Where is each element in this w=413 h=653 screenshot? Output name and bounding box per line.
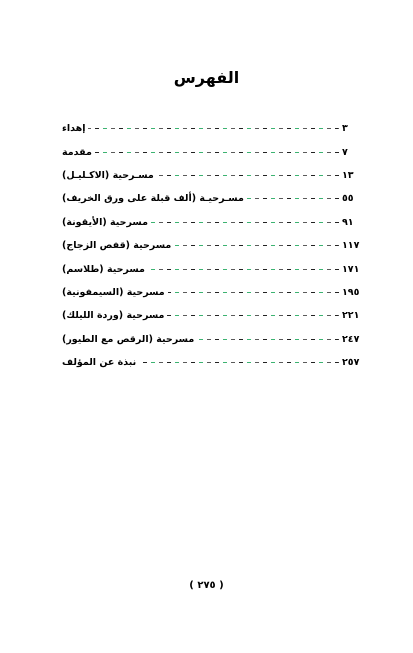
dotted-leader [88, 124, 339, 134]
toc-entry-title: مقدمة [62, 146, 92, 158]
toc-entry-page: ٥٥ [342, 193, 354, 205]
toc-entry[interactable] [58, 164, 368, 187]
toc-entry-title: نبذة عن المؤلف [62, 357, 137, 369]
dotted-leader [151, 217, 339, 227]
toc-entry-page: ٣ [342, 123, 348, 135]
toc-entry[interactable] [58, 328, 368, 351]
toc-entry-page: ١١٧ [342, 240, 360, 252]
dotted-leader [95, 147, 339, 157]
dotted-leader [139, 358, 339, 368]
toc-entry-page: ١٩٥ [342, 286, 360, 298]
toc-entry-title: مسرحية (الرقص مع الطيور) [62, 333, 195, 345]
toc-entry[interactable] [58, 304, 368, 327]
toc-entry-page: ٢٥٧ [342, 357, 360, 369]
page-number: ( ٢٧٥ ) [189, 580, 224, 591]
toc-entry-title: مسرحية (طلاسم) [62, 263, 145, 275]
toc-entry[interactable] [58, 140, 368, 163]
dotted-leader [174, 241, 339, 251]
toc-entry[interactable] [58, 117, 368, 140]
toc-entry-page: ٧ [342, 146, 348, 158]
dotted-leader [148, 264, 339, 274]
toc-entry[interactable] [58, 211, 368, 234]
toc-entry-title: مسرحية (قفص الزجاج) [62, 240, 172, 252]
toc-entry[interactable] [58, 257, 368, 280]
toc-entry-title: مسرحية (وردة الليلك) [62, 310, 165, 322]
toc-entry-page: ١٧١ [342, 263, 360, 275]
dotted-leader [197, 334, 339, 344]
dotted-leader [157, 170, 339, 180]
table-of-contents [58, 117, 368, 374]
toc-entry-title: مسـرحية (الاكـليـل) [62, 169, 154, 181]
toc-entry-title: مسرحية (السيمفونية) [62, 286, 165, 298]
dotted-leader [167, 311, 339, 321]
toc-entry-title: مسرحية (الأيقونة) [62, 216, 148, 228]
toc-entry[interactable] [58, 351, 368, 374]
toc-entry[interactable] [58, 281, 368, 304]
dotted-leader [247, 194, 339, 204]
toc-entry-page: ٢٤٧ [342, 333, 360, 345]
toc-entry-page: ١٣ [342, 169, 354, 181]
page-title: الفهرس [173, 68, 240, 87]
toc-entry[interactable] [58, 187, 368, 210]
dotted-leader [168, 287, 339, 297]
toc-entry-page: ٢٢١ [342, 310, 360, 322]
toc-entry-page: ٩١ [342, 216, 354, 228]
toc-entry[interactable] [58, 234, 368, 257]
toc-entry-title: مسـرحيـة (ألف قبلة على ورق الخريف) [62, 193, 244, 205]
toc-entry-title: إهداء [62, 123, 86, 135]
